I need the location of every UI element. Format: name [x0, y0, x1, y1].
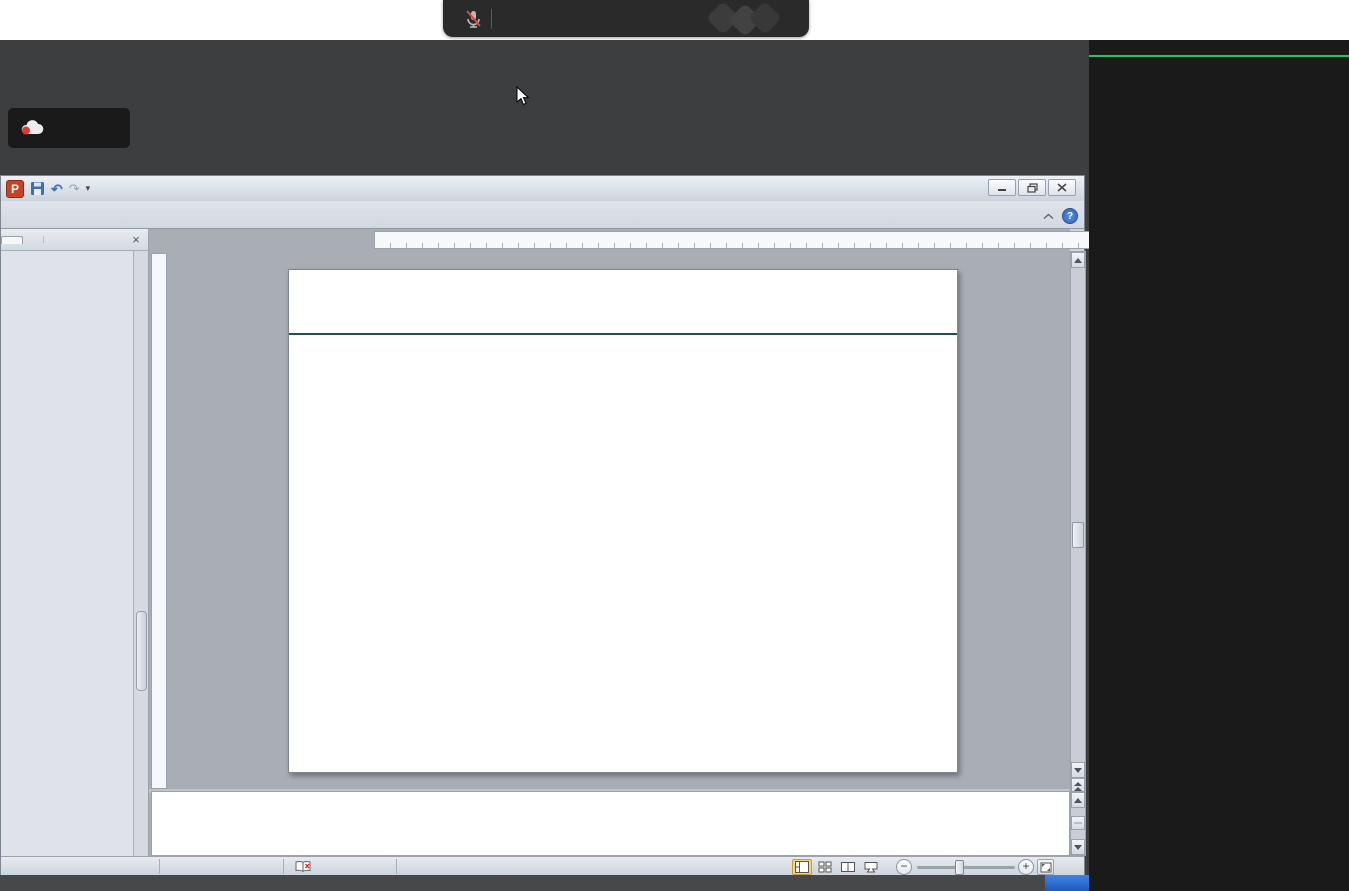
minimize-ribbon-icon[interactable] [1043, 207, 1054, 225]
slide-thumbnails [1, 251, 134, 856]
scroll-down-button[interactable] [1071, 762, 1085, 778]
undo-button[interactable]: ↶ [51, 180, 63, 197]
slide-canvas[interactable] [288, 269, 958, 773]
notes-scrollbar[interactable] [1070, 791, 1086, 856]
participants-sidebar [1089, 40, 1349, 891]
tab-slides[interactable] [1, 236, 23, 244]
redo-button[interactable]: ↷ [68, 181, 80, 196]
panel-scrollbar[interactable] [133, 251, 148, 856]
ppt-titlebar [1, 176, 1084, 201]
quick-access-toolbar [1, 180, 90, 198]
reading-view-button[interactable] [838, 859, 858, 875]
powerpoint-window [0, 175, 1085, 875]
taskbar-peek[interactable] [1045, 875, 1089, 891]
slide-sorter-view-button[interactable] [815, 859, 835, 875]
zoom-in-button[interactable]: + [1018, 859, 1034, 875]
mouse-cursor [516, 86, 530, 111]
vertical-ruler [151, 253, 167, 789]
qat-customize-button[interactable]: ▾ [85, 183, 91, 193]
powerpoint-app-icon[interactable]: P [6, 180, 24, 198]
title-divider [289, 333, 957, 335]
scrollbar-thumb[interactable] [1072, 522, 1084, 548]
close-button[interactable] [1048, 179, 1076, 196]
desktop-bottom-strip [0, 875, 1089, 891]
slideshow-view-button[interactable] [861, 859, 881, 875]
share-border-line [1089, 55, 1349, 57]
scroll-up-button[interactable] [1071, 252, 1085, 268]
slides-panel [1, 229, 149, 856]
view-buttons [792, 859, 881, 875]
notes-scroll-up[interactable] [1071, 792, 1085, 808]
speaker-notes[interactable] [151, 791, 1070, 856]
panel-close-icon[interactable]: × [132, 232, 140, 247]
main-scrollbar[interactable] [1070, 251, 1086, 811]
ribbon-tabs [1, 201, 1084, 229]
recording-indicator[interactable] [8, 108, 130, 148]
help-button[interactable]: ? [1062, 208, 1078, 224]
status-bar [1, 856, 1084, 876]
notes-scrollbar-thumb[interactable] [1071, 816, 1085, 830]
zoom-slider[interactable] [917, 866, 1015, 869]
meeting-topbar [0, 0, 1349, 40]
shared-screen [0, 40, 1089, 891]
panel-tabs [1, 229, 148, 251]
panel-scrollbar-thumb[interactable] [136, 611, 147, 691]
normal-view-button[interactable] [792, 859, 812, 875]
horizontal-ruler [374, 231, 1169, 249]
notes-scroll-down[interactable] [1071, 839, 1085, 855]
maximize-button[interactable] [1018, 179, 1046, 196]
recording-cloud-icon [20, 119, 46, 137]
divider [491, 9, 492, 29]
zoom-slider-thumb[interactable] [955, 860, 964, 875]
zoom-out-button[interactable]: − [896, 859, 912, 875]
meeting-logo [711, 6, 781, 32]
tab-outline[interactable] [23, 236, 44, 243]
fit-to-window-button[interactable] [1037, 859, 1054, 875]
speaking-indicator [443, 0, 809, 37]
minimize-button[interactable] [988, 179, 1016, 196]
save-button[interactable] [30, 181, 45, 196]
microphone-muted-icon [463, 9, 483, 29]
editing-area [149, 229, 1070, 856]
